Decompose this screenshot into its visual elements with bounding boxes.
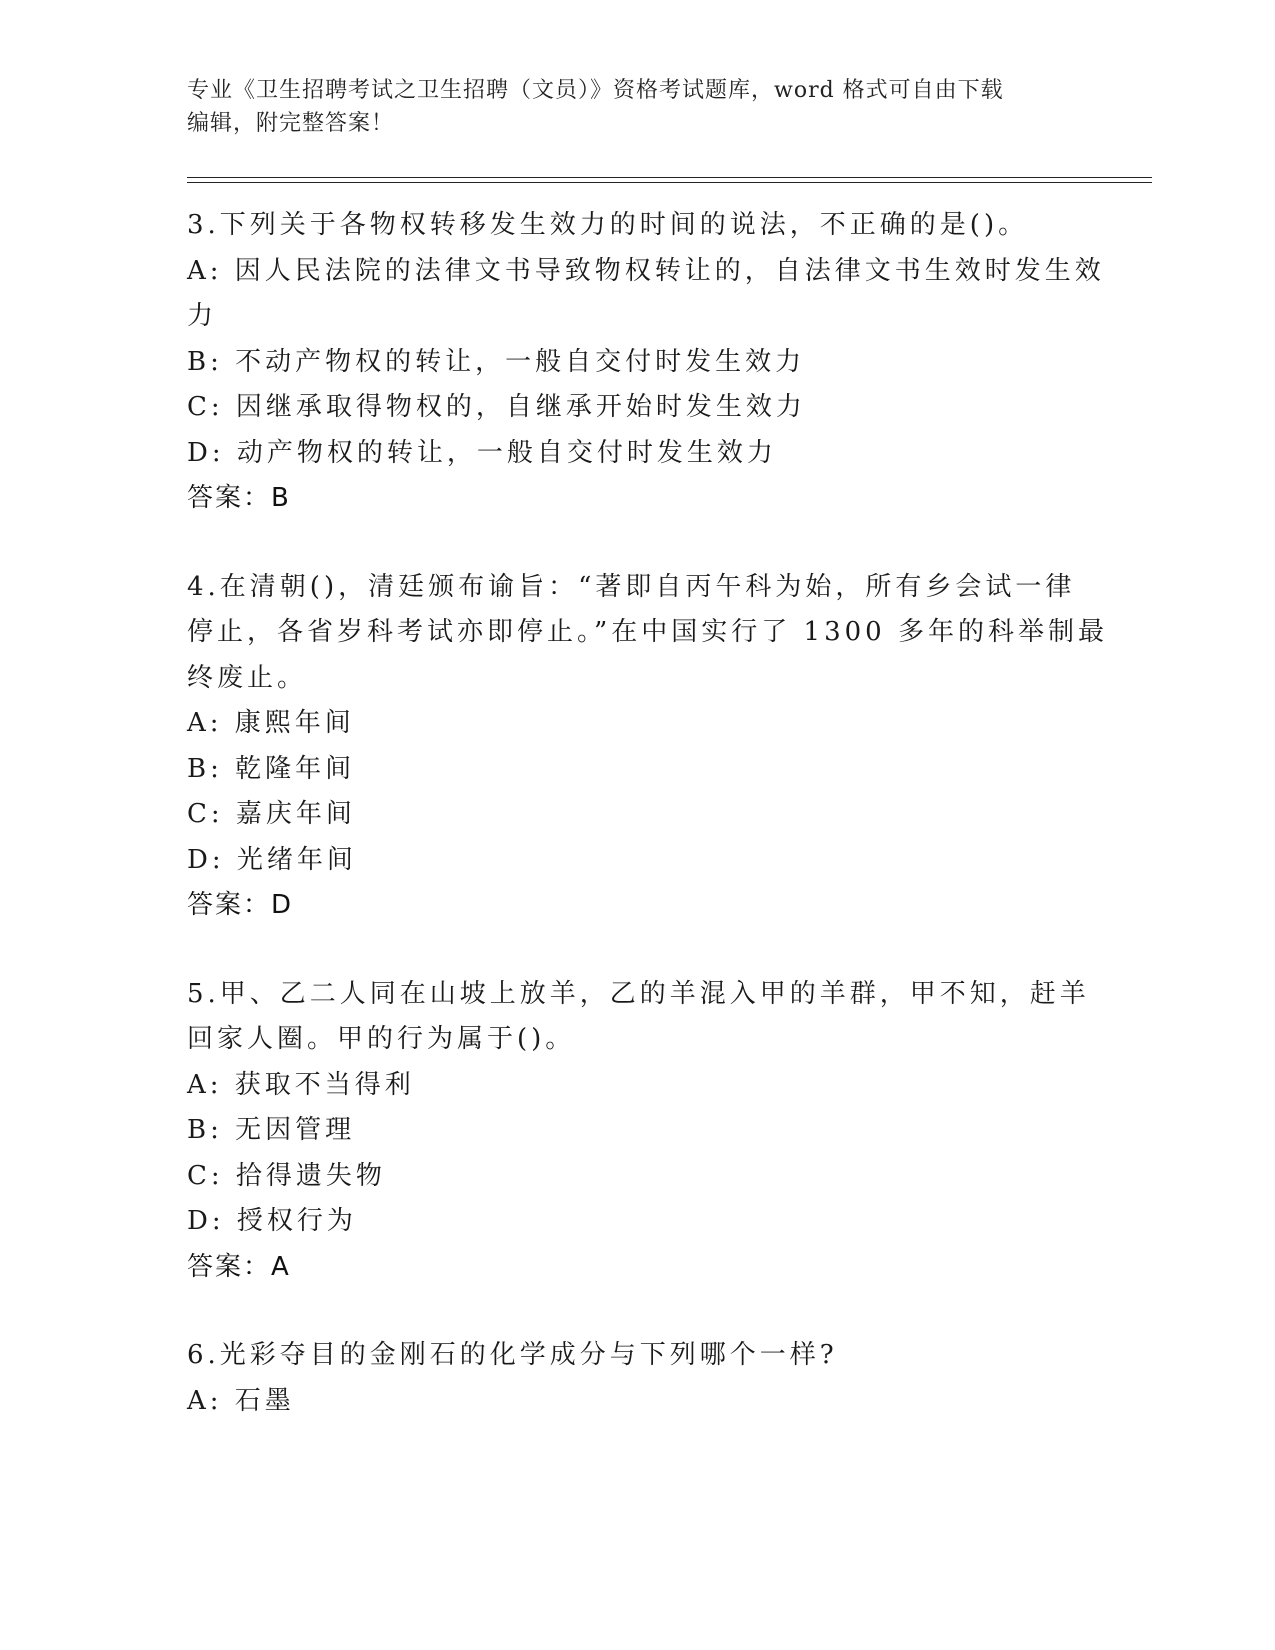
question-6 bbox=[187, 1333, 1087, 1424]
stem-line: 6.光彩夺目的金刚石的化学成分与下列哪个一样? bbox=[187, 1340, 838, 1370]
option-b: B: 无因管理 bbox=[187, 1115, 356, 1145]
question-list bbox=[187, 203, 1108, 1467]
document-header bbox=[187, 74, 1087, 140]
stem-line: 回家人圈。甲的行为属于()。 bbox=[187, 1024, 576, 1054]
question-stem bbox=[187, 1333, 1087, 1379]
option-c: C: 因继承取得物权的，自继承开始时发生效力 bbox=[187, 392, 806, 422]
option-c: C: 嘉庆年间 bbox=[187, 799, 356, 829]
question-5 bbox=[187, 972, 1090, 1291]
question-stem bbox=[187, 203, 1087, 249]
option-b: B: 不动产物权的转让，一般自交付时发生效力 bbox=[187, 346, 806, 377]
question-stem bbox=[187, 565, 1108, 702]
stem-line: 3.下列关于各物权转移发生效力的时间的说法，不正确的是()。 bbox=[187, 210, 1029, 240]
option-a: A: 康熙年间 bbox=[187, 708, 355, 738]
stem-line: 4.在清朝()，清廷颁布谕旨：“著即自丙午科为始，所有乡会试一律 bbox=[187, 571, 1076, 602]
option-a: A: 石墨 bbox=[187, 1385, 295, 1416]
option-a: A: 因人民法院的法律文书导致物权转让的，自法律文书生效时发生效 bbox=[187, 255, 1105, 286]
answer-label: 答案：B bbox=[187, 483, 291, 513]
question-stem bbox=[187, 972, 1090, 1063]
header-line-2: 编辑，附完整答案！ bbox=[187, 111, 395, 136]
question-3 bbox=[187, 203, 1105, 522]
option-d: D: 动产物权的转让，一般自交付时发生效力 bbox=[187, 437, 777, 468]
stem-line: 停止，各省岁科考试亦即停止。”在中国实行了 1300 多年的科举制最 bbox=[187, 617, 1108, 647]
option-a-continued: 力 bbox=[187, 301, 218, 331]
option-a: A: 获取不当得利 bbox=[187, 1069, 415, 1100]
option-c: C: 拾得遗失物 bbox=[187, 1160, 386, 1191]
option-d: D: 光绪年间 bbox=[187, 844, 357, 875]
header-line-1: 专业《卫生招聘考试之卫生招聘（文员）》资格考试题库，word 格式可自由下载 bbox=[187, 78, 1004, 103]
stem-line: 终废止。 bbox=[187, 662, 308, 693]
answer-label: 答案：D bbox=[187, 890, 294, 920]
question-4 bbox=[187, 565, 1108, 929]
answer-label: 答案：A bbox=[187, 1251, 291, 1282]
option-d: D: 授权行为 bbox=[187, 1206, 357, 1236]
stem-line: 5.甲、乙二人同在山坡上放羊，乙的羊混入甲的羊群，甲不知，赶羊 bbox=[187, 978, 1090, 1009]
header-divider bbox=[187, 177, 1152, 183]
option-b: B: 乾隆年间 bbox=[187, 753, 356, 784]
